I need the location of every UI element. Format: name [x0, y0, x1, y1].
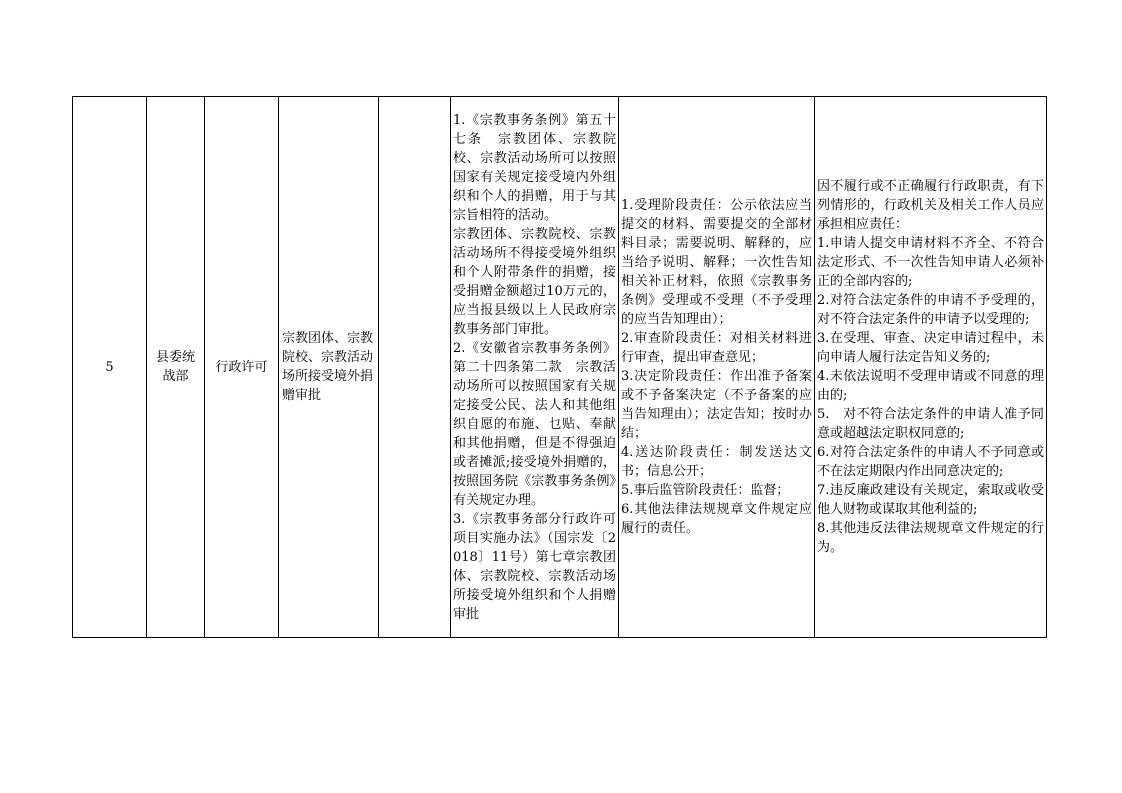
accountability-list [815, 177, 1046, 557]
accountability-item: 3.在受理、审查、决定申请过程中，未向申请人履行法定告知义务的; [817, 331, 1044, 365]
responsibility-item: 3.决定阶段责任：作出准予备案或不予备案决定（不予备案的应当告知理由）；法定告知；按时办结； [621, 369, 812, 441]
serial-cell [73, 97, 147, 638]
accountability-item: 5. 对不符合法定条件的申请人准予同意或超越法定职权同意的; [817, 407, 1044, 441]
power-list-table [72, 96, 1047, 638]
basis-paragraph: 3.《宗教事务部分行政许可项目实施办法》（国宗发〔2018〕11号）第七章宗教团体、宗教院校、宗教活动场所接受境外组织和个人捐赠审批 [453, 512, 616, 622]
accountability-item: 因不履行或不正确履行行政职责，有下列情形的，行政机关及相关工作人员应承担相应责任： [817, 179, 1044, 232]
accountability-item: 1.申请人提交申请材料不齐全、不符合法定形式、不一次性告知申请人必须补正的全部内容的; [817, 236, 1044, 289]
responsibility-cell [619, 97, 815, 638]
basis-paragraph: 宗教团体、宗教院校、宗教活动场所不得接受境外组织和个人附带条件的捐赠，接受捐赠金额超过10万元的，应当报县级以上人民政府宗教事务部门审批。 [453, 227, 616, 337]
responsibility-item: 2.审查阶段责任：对相关材料进行审查，提出审查意见； [621, 331, 812, 365]
category-cell [205, 97, 279, 638]
basis-paragraph: 1.《宗教事务条例》第五十七条 宗教团体、宗教院校、宗教活动场所可以按照国家有关规定接受境内外组织和个人的捐赠，用于与其宗旨相符的活动。 [453, 113, 616, 223]
legal-basis [451, 110, 618, 624]
responsibility-item: 6.其他法律法规规章文件规定应履行的责任。 [621, 502, 812, 536]
item-name: 宗教团体、宗教院校、宗教活动场所接受境外捐赠审批 [282, 331, 374, 403]
accountability-item: 2.对符合法定条件的申请不予受理的，对不符合法定条件的申请予以受理的; [817, 293, 1044, 327]
accountability-item: 4.未依法说明不受理申请或不同意的理由的; [817, 369, 1044, 403]
power-category: 行政许可 [215, 359, 268, 375]
item-name-cell [279, 97, 379, 638]
accountability-item: 6.对符合法定条件的申请人不予同意或不在法定期限内作出同意决定的; [817, 445, 1044, 479]
department-name: 县委统战部 [155, 350, 195, 384]
sub-item-cell [379, 97, 451, 638]
responsibility-item: 5.事后监管阶段责任：监督； [621, 483, 790, 498]
responsibility-item: 1.受理阶段责任：公示依法应当提交的材料、需要提交的全部材料目录；需要说明、解释的，应当给予说明、解释；一次性告知相关补正材料，依照《宗教事务条例》受理或不受理（不予受理的应当告知理由）； [621, 198, 812, 327]
legal-basis-cell [451, 97, 619, 638]
accountability-cell [815, 97, 1047, 638]
serial-number: 5 [105, 359, 114, 375]
department-cell [147, 97, 205, 638]
responsibility-list [619, 196, 814, 538]
accountability-item: 8.其他违反法律法规规章文件规定的行为。 [817, 521, 1044, 555]
responsibility-item: 4.送达阶段责任：制发送达文书；信息公开； [621, 445, 812, 479]
table-row [73, 97, 1047, 638]
basis-paragraph: 2.《安徽省宗教事务条例》第二十四条第二款 宗教活动场所可以按照国家有关规定接受公民、法人和其他组织自愿的布施、乜贴、奉献和其他捐赠，但是不得强迫或者摊派;接受境外捐赠的，按照国务院《宗教事务条例》有关规定办理。 [453, 341, 616, 508]
accountability-item: 7.违反廉政建设有关规定，索取或收受他人财物或谋取其他利益的; [817, 483, 1044, 517]
